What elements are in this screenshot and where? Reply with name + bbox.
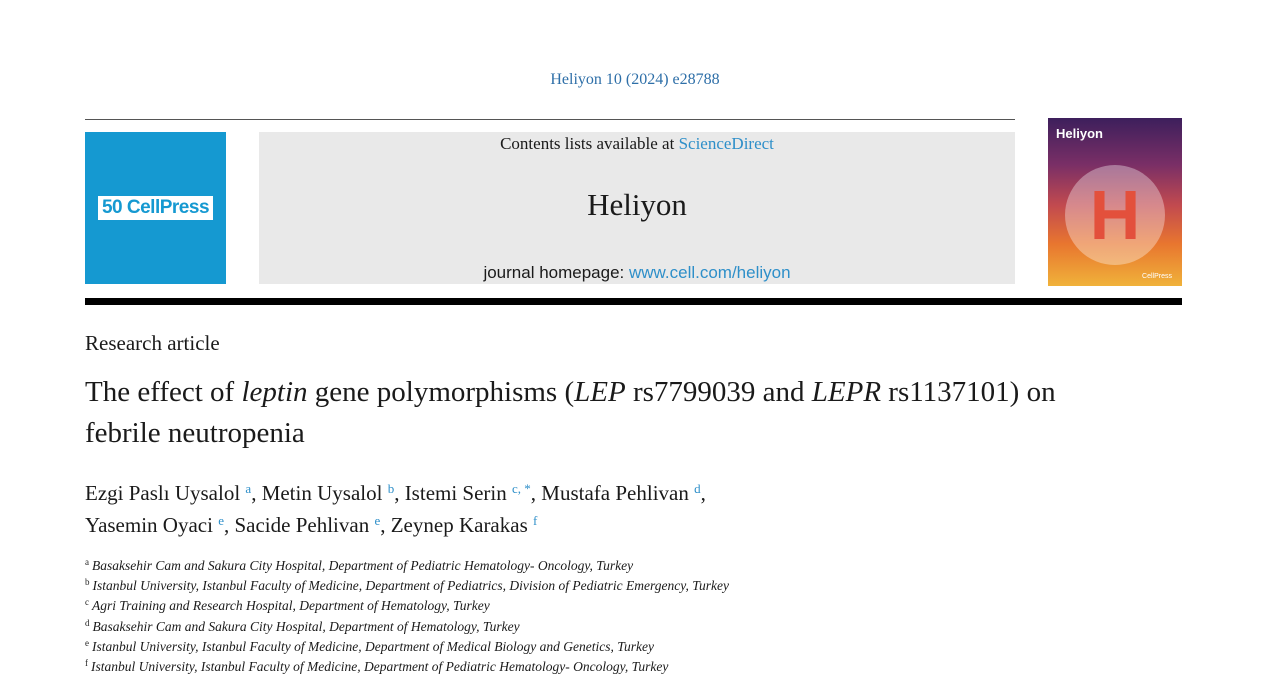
journal-name: Heliyon <box>587 187 687 222</box>
affiliation-item <box>85 617 1185 637</box>
author-name: Istemi Serin <box>404 481 507 505</box>
affiliation-list <box>85 556 1185 677</box>
author-separator: , <box>251 481 262 505</box>
journal-masthead <box>259 132 1015 284</box>
journal-citation[interactable]: Heliyon 10 (2024) e28788 <box>550 71 720 88</box>
contents-line <box>259 132 1015 155</box>
author-separator: , <box>394 481 405 505</box>
author <box>541 481 706 505</box>
affiliation-link[interactable]: d <box>694 481 701 496</box>
author <box>262 481 405 505</box>
contents-prefix: Contents lists available at <box>500 134 675 153</box>
affiliation-item <box>85 657 1185 677</box>
title-text: rs1137101) on febrile neutropenia <box>85 376 1056 449</box>
author-name: Metin Uysalol <box>261 481 383 505</box>
author-list <box>85 477 1085 541</box>
cover-title: Heliyon <box>1056 126 1103 141</box>
author <box>85 481 262 505</box>
affiliation-label: a <box>85 557 89 567</box>
author-separator: , <box>700 481 706 505</box>
homepage-line <box>259 262 1015 284</box>
affiliation-text: Istanbul University, Istanbul Faculty of Medicine, Department of Pediatric Hematology- Oncology, Turkey <box>91 659 669 675</box>
cellpress-logo-text: 50 CellPress <box>98 196 213 220</box>
masthead-divider <box>85 298 1182 305</box>
title-italic: LEP <box>574 376 626 408</box>
affiliation-label: e <box>85 637 89 648</box>
article-title <box>85 372 1085 454</box>
article-type: Research article <box>85 331 220 355</box>
cover-brand: CellPress <box>1142 273 1172 280</box>
author <box>234 513 390 537</box>
author-separator: , <box>380 513 391 537</box>
affiliation-label: f <box>85 658 88 669</box>
affiliation-label: b <box>85 577 90 588</box>
affiliation-text: Istanbul University, Istanbul Faculty of Medicine, Department of Pediatrics, Division of Pediatric Emergency, Turkey <box>92 578 729 594</box>
affiliation-text: Agri Training and Research Hospital, Department of Hematology, Turkey <box>92 598 490 614</box>
affiliation-item <box>85 637 1185 657</box>
header-divider <box>85 119 1015 120</box>
affiliation-label: c <box>85 597 89 608</box>
affiliation-text: Basaksehir Cam and Sakura City Hospital, Department of Hematology, Turkey <box>92 618 520 634</box>
cover-circle <box>1065 165 1165 265</box>
homepage-prefix: journal homepage: <box>483 263 625 282</box>
sciencedirect-link[interactable]: ScienceDirect <box>678 134 774 153</box>
author <box>85 513 234 537</box>
author-name: Mustafa Pehlivan <box>541 481 689 505</box>
title-text: The effect of <box>85 376 242 408</box>
homepage-link[interactable]: www.cell.com/heliyon <box>629 263 791 282</box>
affiliation-item <box>85 576 1185 596</box>
affiliation-link[interactable]: f <box>533 513 538 528</box>
affiliation-link[interactable]: c, * <box>512 481 531 496</box>
author-separator: , <box>530 481 542 505</box>
author-separator: , <box>223 513 235 537</box>
author-name: Zeynep Karakas <box>390 513 528 537</box>
cover-letter: H <box>1089 176 1141 254</box>
title-text: rs7799039 and <box>625 376 812 408</box>
author-name: Sacide Pehlivan <box>234 513 370 537</box>
title-text: gene polymorphisms ( <box>307 376 575 408</box>
author-name: Ezgi Paslı Uysalol <box>85 481 241 505</box>
affiliation-link[interactable]: a <box>245 481 252 496</box>
affiliation-link[interactable]: b <box>387 481 395 496</box>
affiliation-item <box>85 556 1185 576</box>
title-italic: LEPR <box>811 376 882 408</box>
affiliation-link[interactable]: e <box>374 513 381 528</box>
affiliation-text: Istanbul University, Istanbul Faculty of Medicine, Department of Medical Biology and Genetics, Turkey <box>92 638 655 654</box>
journal-cover-image[interactable] <box>1048 118 1182 286</box>
author <box>391 513 538 537</box>
author <box>405 481 542 505</box>
affiliation-link[interactable]: e <box>218 513 224 528</box>
cellpress-logo[interactable] <box>85 132 226 284</box>
affiliation-item <box>85 596 1185 616</box>
affiliation-text: Basaksehir Cam and Sakura City Hospital, Department of Pediatric Hematology- Oncology, Turkey <box>92 558 634 573</box>
title-italic: leptin <box>241 376 308 408</box>
affiliation-label: d <box>85 617 90 628</box>
author-name: Yasemin Oyaci <box>85 513 213 537</box>
